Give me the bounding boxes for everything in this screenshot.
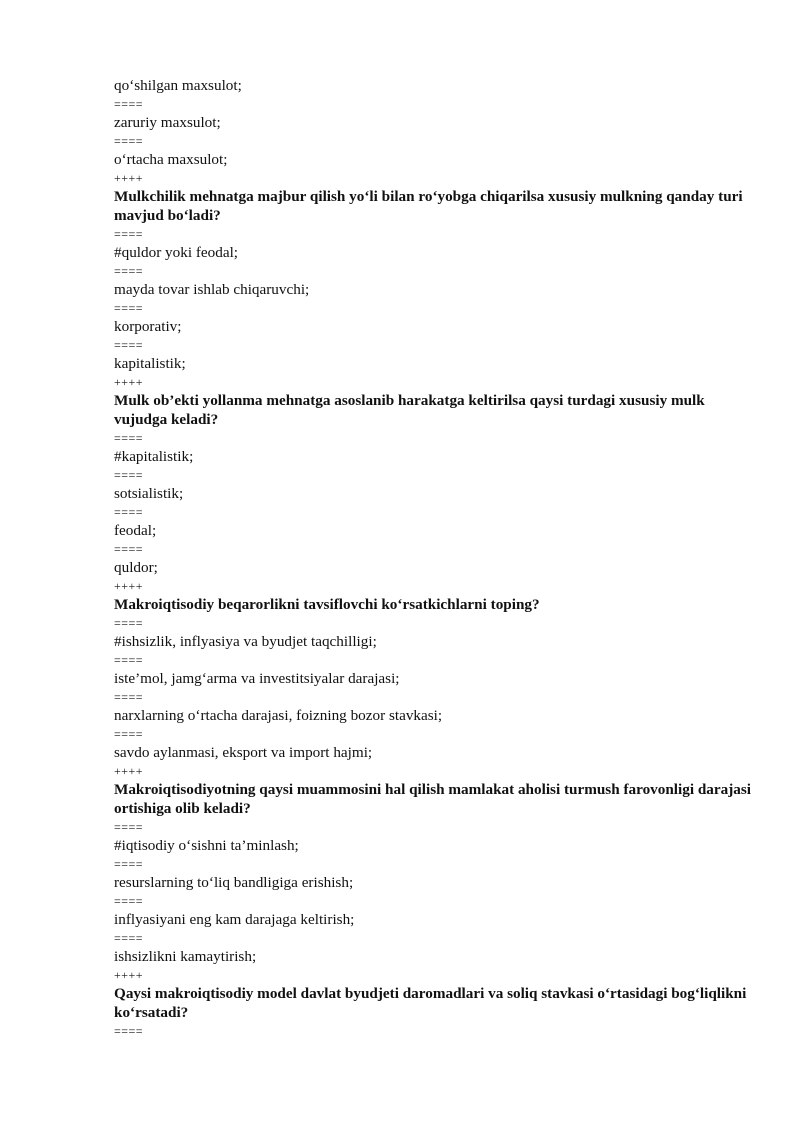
answer-option: savdo aylanmasi, eksport va import hajmi; xyxy=(114,744,373,761)
answer-option: narxlarning o‘rtacha darajasi, foizning bozor stavkasi; xyxy=(114,707,443,724)
question-text: Makroiqtisodiyotning qaysi muammosini hal qilish mamlakat aholisi turmush farovonligi darajasi ortishiga olib keladi? xyxy=(114,781,755,817)
option-separator: ==== xyxy=(114,227,144,241)
option-separator: ==== xyxy=(114,134,144,148)
answer-option: inflyasiyani eng kam darajaga keltirish; xyxy=(114,911,355,928)
question-separator: ++++ xyxy=(114,579,144,593)
option-separator: ==== xyxy=(114,1024,144,1038)
question-separator: ++++ xyxy=(114,968,144,982)
option-separator: ==== xyxy=(114,505,144,519)
answer-option: korporativ; xyxy=(114,318,182,335)
answer-option: ishsizlikni kamaytirish; xyxy=(114,948,257,965)
option-separator: ==== xyxy=(114,931,144,945)
option-separator: ==== xyxy=(114,431,144,445)
option-separator: ==== xyxy=(114,468,144,482)
answer-option: o‘rtacha maxsulot; xyxy=(114,151,228,168)
option-separator: ==== xyxy=(114,97,144,111)
answer-option: iste’mol, jamg‘arma va investitsiyalar darajasi; xyxy=(114,670,400,687)
answer-option: mayda tovar ishlab chiqaruvchi; xyxy=(114,281,310,298)
answer-option: zaruriy maxsulot; xyxy=(114,114,221,131)
option-separator: ==== xyxy=(114,264,144,278)
answer-option: #quldor yoki feodal; xyxy=(114,244,239,261)
option-separator: ==== xyxy=(114,820,144,834)
test-document xyxy=(114,76,754,1040)
question-separator: ++++ xyxy=(114,764,144,778)
question-separator: ++++ xyxy=(114,375,144,389)
option-separator: ==== xyxy=(114,727,144,741)
option-separator: ==== xyxy=(114,894,144,908)
answer-option: quldor; xyxy=(114,559,158,576)
option-separator: ==== xyxy=(114,301,144,315)
answer-option: #ishsizlik, inflyasiya va byudjet taqchilligi; xyxy=(114,633,377,650)
option-separator: ==== xyxy=(114,338,144,352)
option-separator: ==== xyxy=(114,857,144,871)
answer-option: qo‘shilgan maxsulot; xyxy=(114,77,242,94)
question-text: Mulk ob’ekti yollanma mehnatga asoslanib harakatga keltirilsa qaysi turdagi xususiy mulk vujudga keladi? xyxy=(114,392,709,428)
answer-option: sotsialistik; xyxy=(114,485,184,502)
answer-option: #kapitalistik; xyxy=(114,448,194,465)
question-separator: ++++ xyxy=(114,171,144,185)
option-separator: ==== xyxy=(114,542,144,556)
answer-option: resurslarning to‘liq bandligiga erishish; xyxy=(114,874,354,891)
answer-option: #iqtisodiy o‘sishni ta’minlash; xyxy=(114,837,299,854)
answer-option: kapitalistik; xyxy=(114,355,186,372)
option-separator: ==== xyxy=(114,653,144,667)
question-text: Qaysi makroiqtisodiy model davlat byudjeti daromadlari va soliq stavkasi o‘rtasidagi bog‘liqlikni ko‘rsatadi? xyxy=(114,985,751,1021)
answer-option: feodal; xyxy=(114,522,157,539)
option-separator: ==== xyxy=(114,616,144,630)
question-text: Mulkchilik mehnatga majbur qilish yo‘li bilan ro‘yobga chiqarilsa xususiy mulkning qanday turi mavjud bo‘ladi? xyxy=(114,188,747,224)
question-text: Makroiqtisodiy beqarorlikni tavsiflovchi ko‘rsatkichlarni toping? xyxy=(114,596,540,613)
option-separator: ==== xyxy=(114,690,144,704)
